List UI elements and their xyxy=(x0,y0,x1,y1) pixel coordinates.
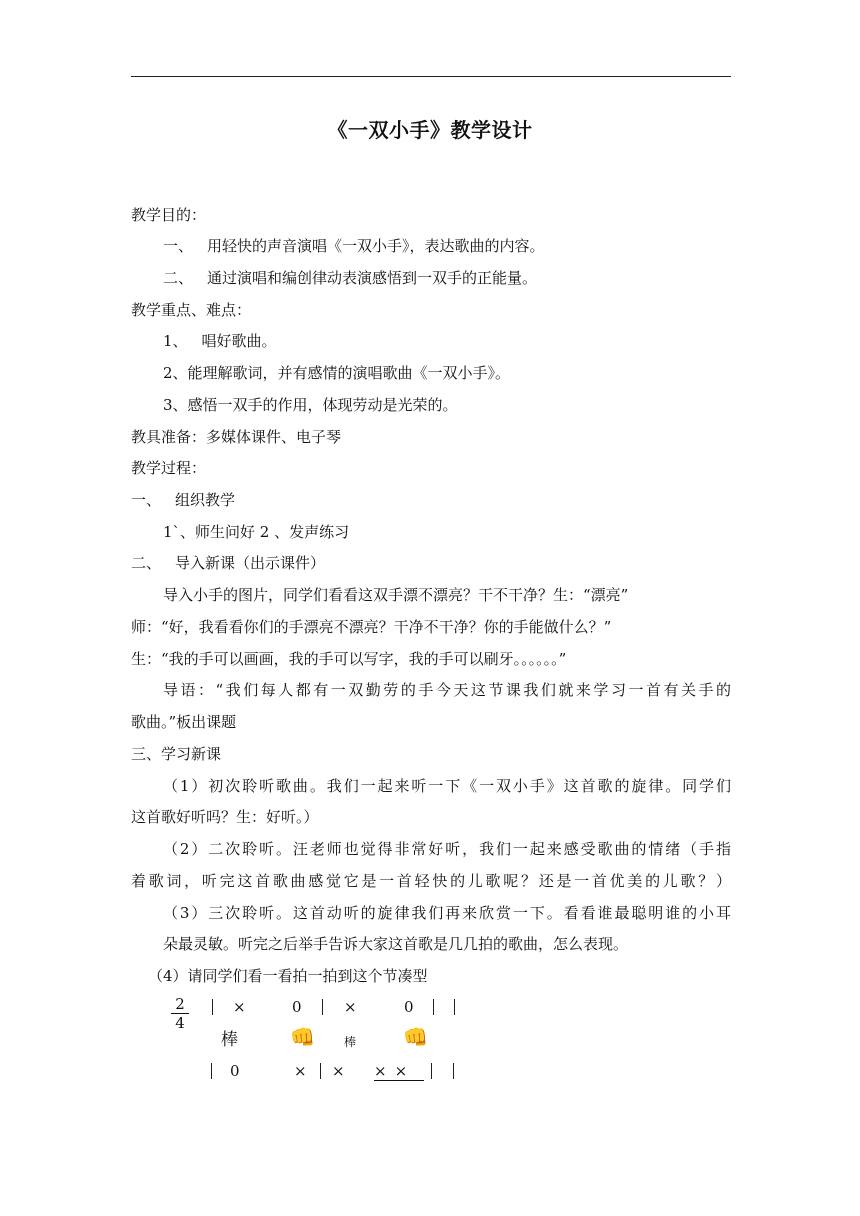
paragraph-line: 朵最灵敏。听完之后举手告诉大家这首歌是几几拍的歌曲，怎么表现。 xyxy=(163,935,629,953)
rhythm-note: × xyxy=(374,1062,395,1080)
rhythm-rest: 0 xyxy=(404,998,414,1016)
paragraph-line: 导语：“我们每人都有一双勤劳的手今天这节课我们就来学习一首有关手的 xyxy=(163,681,731,699)
tools-line: 教具准备：多媒体课件、电子琴 xyxy=(131,428,342,446)
paragraph-line: （3）三次聆听。这首动听的旋律我们再来欣赏一下。看看谁最聪明谁的小耳 xyxy=(163,904,731,922)
paragraph-line: 师：“好，我看看你们的手漂亮不漂亮？干净不干净？你的手能做什么？” xyxy=(131,618,612,636)
process-step-3: 三、学习新课 xyxy=(131,745,222,763)
barline xyxy=(212,999,213,1015)
barline xyxy=(454,999,455,1015)
process-heading: 教学过程： xyxy=(131,459,207,477)
process-step-1-text: 1`、师生问好 2 、发声练习 xyxy=(163,523,350,541)
barline xyxy=(453,1063,454,1079)
paragraph-line: （2）二次聆听。汪老师也觉得非常好听，我们一起来感受歌曲的情绪（手指 xyxy=(163,840,731,858)
fist-icon: 👊 xyxy=(403,1025,428,1049)
rhythm-note: × xyxy=(332,1062,345,1080)
rhythm-rest: 0 xyxy=(230,1062,240,1080)
rhythm-note: × xyxy=(394,1062,416,1080)
rhythm-note: × xyxy=(294,1062,307,1080)
paragraph-line: （4）请同学们看一看拍一拍到这个节凑型 xyxy=(148,967,428,985)
key-item-1: 1、 唱好歌曲。 xyxy=(163,332,277,350)
process-step-1: 一、 组织教学 xyxy=(131,491,236,509)
paragraph-line: 生：“我的手可以画画，我的手可以写字，我的手可以刷牙。。。。。。” xyxy=(131,650,567,668)
key-heading: 教学重点、难点： xyxy=(131,301,252,319)
barline xyxy=(322,999,323,1015)
paragraph-line: 着歌词，听完这首歌曲感觉它是一首轻快的儿歌呢？还是一首优美的儿歌？） xyxy=(131,872,731,890)
process-step-2: 二、 导入新课（出示课件） xyxy=(131,554,326,572)
goal-item-2: 二、 通过演唱和编创律动表演感悟到一双手的正能量。 xyxy=(163,269,538,287)
rhythm-note: × xyxy=(344,998,357,1016)
goal-item-1: 一、 用轻快的声音演唱《一双小手》，表达歌曲的内容。 xyxy=(163,237,545,255)
rhythm-note: × xyxy=(233,998,246,1016)
paragraph-line: （1）初次聆听歌曲。我们一起来听一下《一双小手》这首歌的旋律。同学们 xyxy=(163,777,731,795)
rhythm-word: 棒 xyxy=(344,1035,357,1049)
time-signature-numerator: 2 xyxy=(171,995,189,1014)
rhythm-word: 棒 xyxy=(221,1030,238,1050)
barline xyxy=(431,1063,432,1079)
time-signature-denominator: 4 xyxy=(175,1014,185,1032)
barline xyxy=(320,1063,321,1079)
key-item-2: 2、能理解歌词，并有感情的演唱歌曲《一双小手》。 xyxy=(163,364,511,382)
goal-heading: 教学目的： xyxy=(131,206,207,224)
paragraph-line: 这首歌好听吗？生：好听。） xyxy=(131,808,319,826)
barline xyxy=(433,999,434,1015)
rhythm-rest: 0 xyxy=(292,998,302,1016)
time-signature xyxy=(171,995,189,1032)
paragraph-line: 导入小手的图片，同学们看看这双手漂不漂亮？干不干净？生：“漂亮” xyxy=(163,586,629,604)
paragraph-line: 歌曲。”板出课题 xyxy=(131,713,237,731)
key-item-3: 3、感悟一双手的作用，体现劳动是光荣的。 xyxy=(163,396,458,414)
document-title: 《一双小手》教学设计 xyxy=(327,118,533,142)
header-rule xyxy=(131,76,731,77)
rhythm-eighth-pair xyxy=(374,1062,424,1081)
barline xyxy=(211,1063,212,1079)
fist-icon: 👊 xyxy=(290,1025,315,1049)
